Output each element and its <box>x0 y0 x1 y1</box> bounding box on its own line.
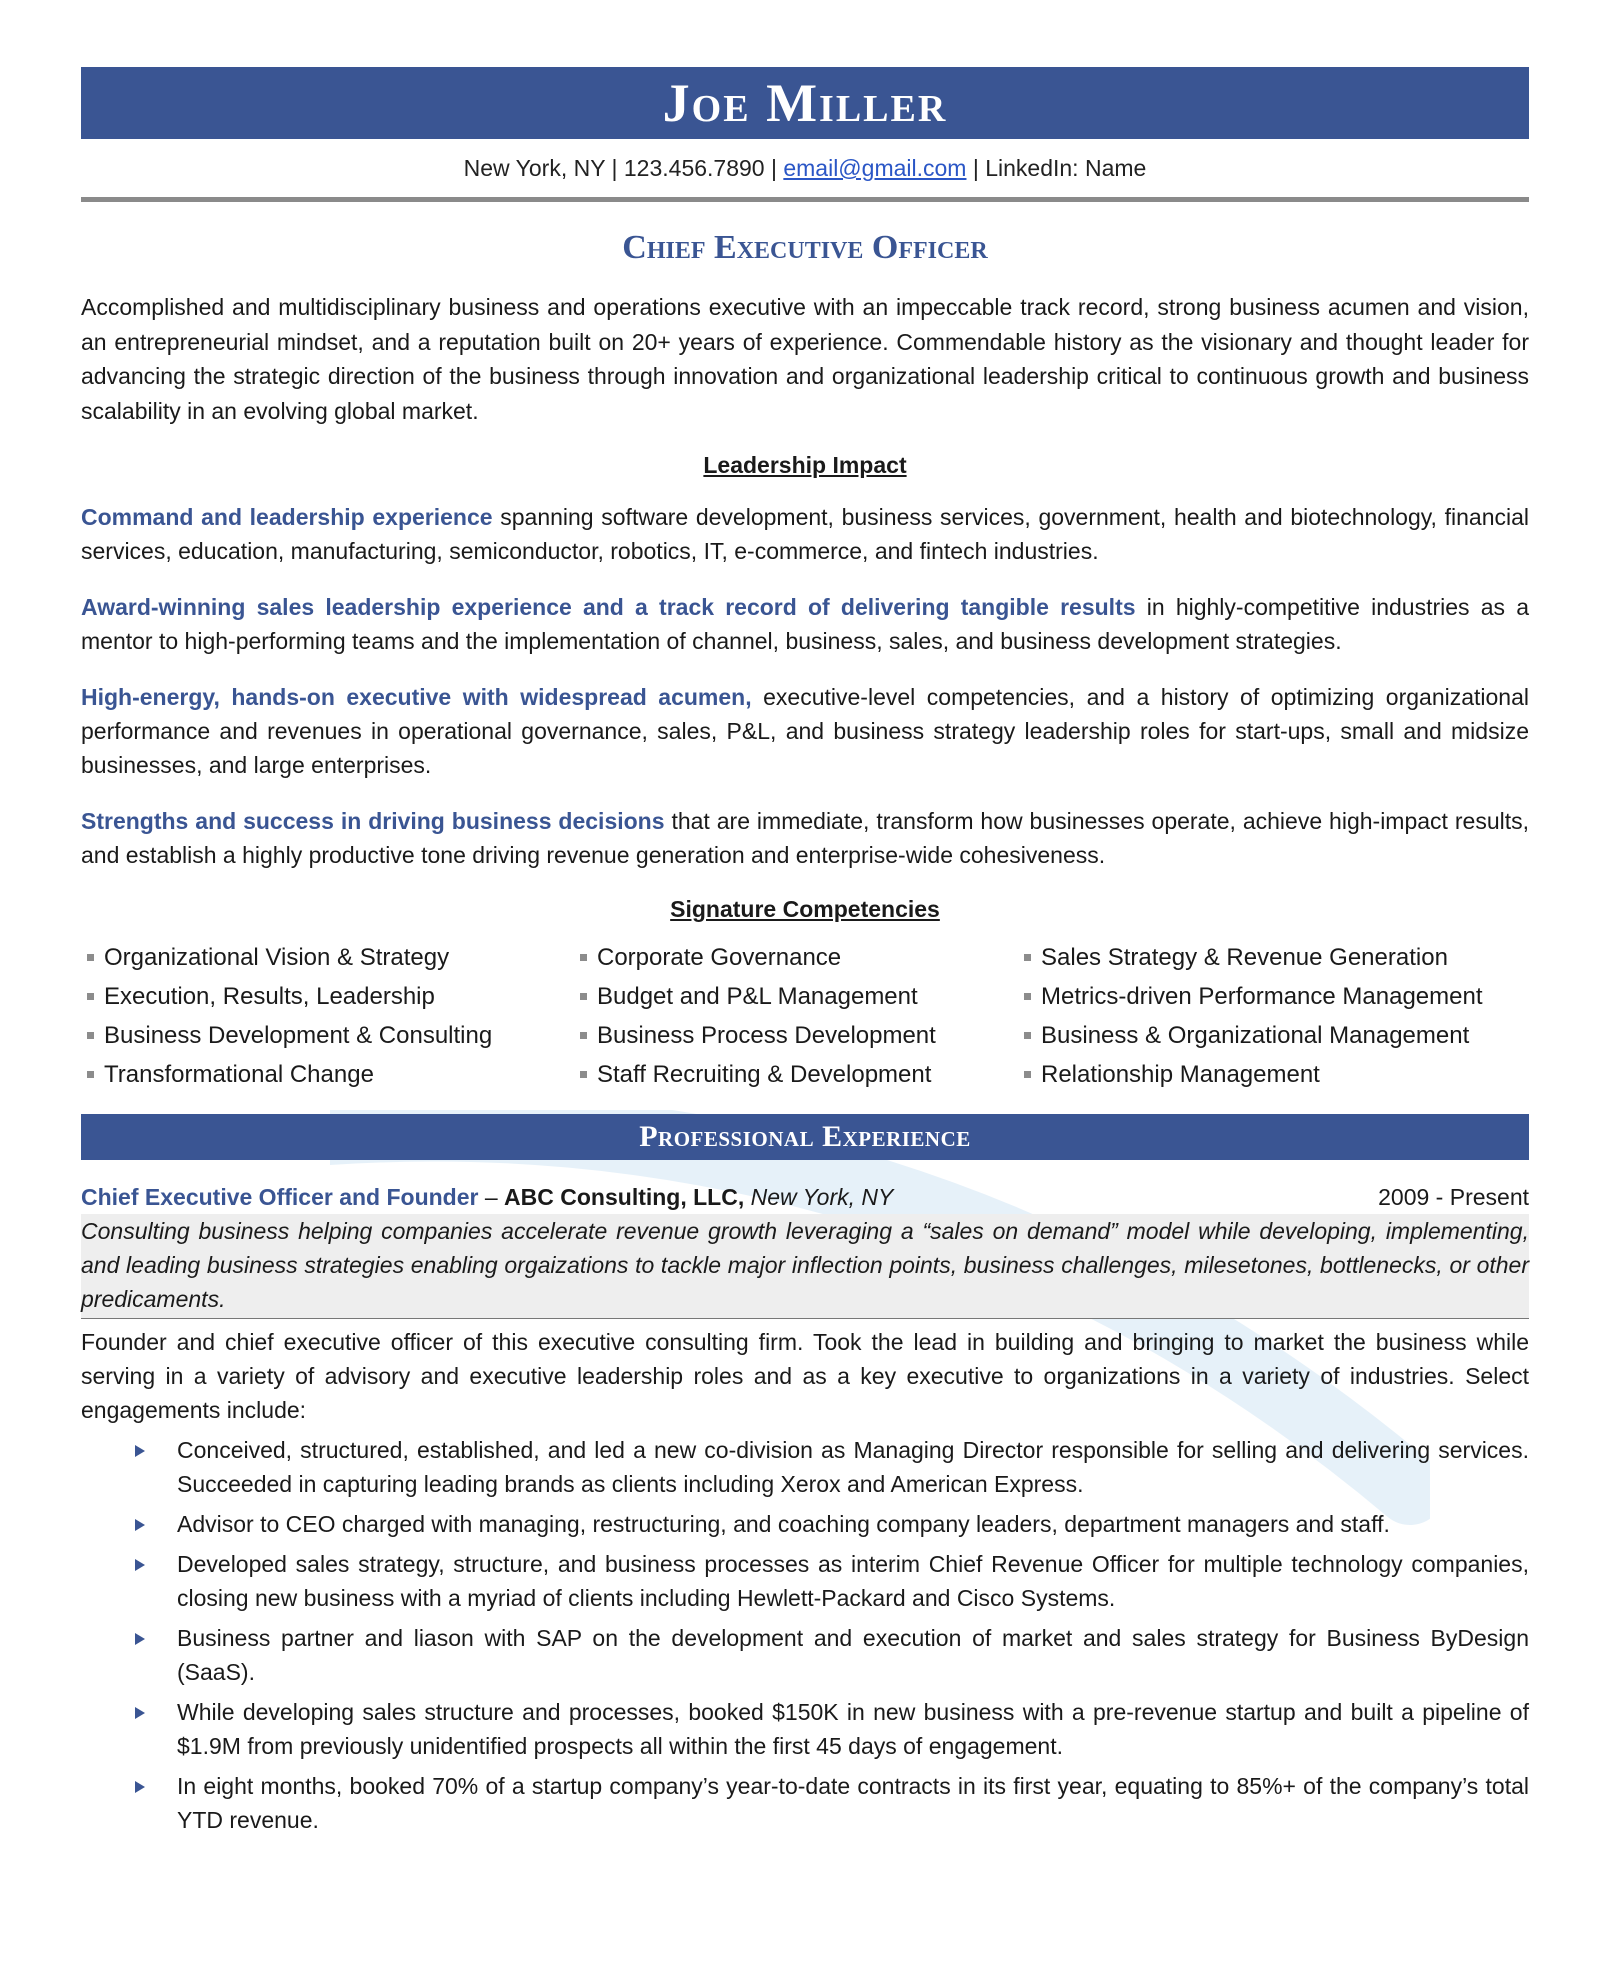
email-link[interactable]: email@gmail.com <box>783 155 967 181</box>
achievement-text: Business partner and liason with SAP on the development and execution of market and sales strategy for Business ByDesign (SaaS). <box>177 1625 1529 1685</box>
competency-item <box>1018 1016 1529 1055</box>
square-bullet-icon <box>1024 1071 1031 1078</box>
competency-label: Business & Organizational Management <box>1041 1022 1470 1049</box>
competency-item <box>81 1016 574 1055</box>
job-role: Chief Executive Officer and Founder <box>81 1184 479 1210</box>
achievement-item <box>81 1769 1529 1837</box>
name-banner <box>81 67 1529 139</box>
square-bullet-icon <box>580 1032 587 1039</box>
impact-lead: Strengths and success in driving business decisions <box>81 808 665 834</box>
competency-label: Metrics-driven Performance Management <box>1041 983 1483 1010</box>
competency-column-3 <box>1018 938 1529 1094</box>
job-header <box>81 1180 1529 1214</box>
competency-item <box>574 1016 1018 1055</box>
competency-item <box>574 977 1018 1016</box>
achievement-text: Conceived, structured, established, and led a new co-division as Managing Director responsible for selling and delivering services. Succeeded in capturing leading brands as clients including Xerox and American Express. <box>177 1437 1529 1497</box>
impact-lead: Command and leadership experience <box>81 504 493 530</box>
achievement-item <box>81 1547 1529 1615</box>
company-description: Consulting business helping companies accelerate revenue growth leveraging a “sales on demand” model while developing, implementing, and leading business strategies enabling orgaizations to tackle major inflection points, business challenges, milesetones, bottlenecks, or other predicaments. <box>81 1214 1529 1319</box>
competency-column-1 <box>81 938 574 1094</box>
competency-item <box>81 1055 574 1094</box>
job-title: Chief Executive Officer <box>622 229 988 266</box>
job-company: ABC Consulting, LLC, <box>504 1184 745 1210</box>
square-bullet-icon <box>1024 954 1031 961</box>
achievement-text: Developed sales strategy, structure, and business processes as interim Chief Revenue Officer for multiple technology companies, closing new business with a myriad of clients including Hewlett-Packard and Cisco Systems. <box>177 1551 1529 1611</box>
contact-suffix: | LinkedIn: Name <box>966 155 1147 181</box>
contact-line <box>81 153 1529 183</box>
job-location: New York, NY <box>744 1184 894 1210</box>
competency-label: Transformational Change <box>104 1061 374 1088</box>
competency-item <box>81 938 574 977</box>
square-bullet-icon <box>580 954 587 961</box>
square-bullet-icon <box>580 1071 587 1078</box>
impact-text: executive-level competencies, and a history of optimizing organizational performance and revenues in operational governance, sales, P&L, and business strategy leadership roles for start-ups, small and midsize businesses, and large enterprises. <box>81 684 1529 778</box>
square-bullet-icon <box>87 1032 94 1039</box>
triangle-bullet-icon <box>135 1445 145 1457</box>
impact-item <box>81 590 1529 658</box>
competency-item <box>574 938 1018 977</box>
achievement-text: In eight months, booked 70% of a startup company’s year-to-date contracts in its first year, equating to 85%+ of the company’s total YTD revenue. <box>177 1773 1529 1833</box>
competency-item <box>81 977 574 1016</box>
impact-item <box>81 680 1529 782</box>
competency-item <box>574 1055 1018 1094</box>
competency-item <box>1018 977 1529 1016</box>
resume-page <box>81 67 1529 1843</box>
achievement-item <box>81 1695 1529 1763</box>
job-dash: – <box>478 1184 505 1210</box>
achievement-text: While developing sales structure and processes, booked $150K in new business with a pre-revenue startup and built a pipeline of $1.9M from previously unidentified prospects all within the first 45 days of engagement. <box>177 1699 1529 1759</box>
competency-item <box>1018 1055 1529 1094</box>
impact-text: that are immediate, transform how businesses operate, achieve high-impact results, and establish a highly productive tone driving revenue generation and enterprise-wide cohesiveness. <box>81 808 1530 868</box>
achievement-item <box>81 1433 1529 1501</box>
experience-banner <box>81 1114 1529 1160</box>
competency-label: Business Process Development <box>597 1022 936 1049</box>
square-bullet-icon <box>580 993 587 1000</box>
header-divider <box>81 197 1529 202</box>
contact-prefix: New York, NY | 123.456.7890 | <box>463 155 784 181</box>
impact-item <box>81 500 1529 568</box>
competency-label: Sales Strategy & Revenue Generation <box>1041 944 1448 971</box>
triangle-bullet-icon <box>135 1633 145 1645</box>
competencies-heading: Signature Competencies <box>670 896 940 922</box>
achievement-list <box>81 1433 1529 1837</box>
square-bullet-icon <box>87 1071 94 1078</box>
candidate-name: Joe Miller <box>662 73 948 133</box>
competency-item <box>1018 938 1529 977</box>
triangle-bullet-icon <box>135 1781 145 1793</box>
achievement-item <box>81 1621 1529 1689</box>
competency-label: Organizational Vision & Strategy <box>104 944 450 971</box>
triangle-bullet-icon <box>135 1519 145 1531</box>
square-bullet-icon <box>1024 993 1031 1000</box>
leadership-heading: Leadership Impact <box>703 452 907 478</box>
triangle-bullet-icon <box>135 1707 145 1719</box>
competency-label: Relationship Management <box>1041 1061 1320 1088</box>
competency-column-2 <box>574 938 1018 1094</box>
competency-label: Execution, Results, Leadership <box>104 983 435 1010</box>
square-bullet-icon <box>87 954 94 961</box>
experience-heading: Professional Experience <box>639 1120 971 1153</box>
achievement-text: Advisor to CEO charged with managing, restructuring, and coaching company leaders, department managers and staff. <box>177 1511 1390 1537</box>
competency-label: Staff Recruiting & Development <box>597 1061 932 1088</box>
competency-label: Budget and P&L Management <box>597 983 918 1010</box>
job-intro: Founder and chief executive officer of this executive consulting firm. Took the lead in building and bringing to market the business while serving in a variety of advisory and executive leadership roles and as a key executive to organizations in a variety of industries. Select engagements include: <box>81 1329 1529 1423</box>
impact-lead: High-energy, hands-on executive with widespread acumen, <box>81 684 752 710</box>
impact-item <box>81 804 1529 872</box>
square-bullet-icon <box>1024 1032 1031 1039</box>
competency-label: Corporate Governance <box>597 944 842 971</box>
competencies-grid <box>81 938 1529 1094</box>
impact-text: spanning software development, business services, government, health and biotechnology, financial services, education, manufacturing, semiconductor, robotics, IT, e-commerce, and fintech industries. <box>81 504 1529 564</box>
competency-label: Business Development & Consulting <box>104 1022 493 1049</box>
summary-paragraph: Accomplished and multidisciplinary business and operations executive with an impeccable track record, strong business acumen and vision, an entrepreneurial mindset, and a reputation built on 20+ years of experience. Commendable history as the visionary and thought leader for advancing the strategic direction of the business through innovation and organizational leadership critical to continuous growth and business scalability in an evolving global market. <box>81 294 1529 424</box>
impact-text: in highly-competitive industries as a mentor to high-performing teams and the implementation of channel, business, sales, and business development strategies. <box>81 594 1529 654</box>
job-dates: 2009 - Present <box>1378 1184 1529 1210</box>
job-role-line <box>81 1180 893 1214</box>
achievement-item <box>81 1507 1529 1541</box>
triangle-bullet-icon <box>135 1559 145 1571</box>
impact-lead: Award-winning sales leadership experience and a track record of delivering tangible results <box>81 594 1136 620</box>
square-bullet-icon <box>87 993 94 1000</box>
